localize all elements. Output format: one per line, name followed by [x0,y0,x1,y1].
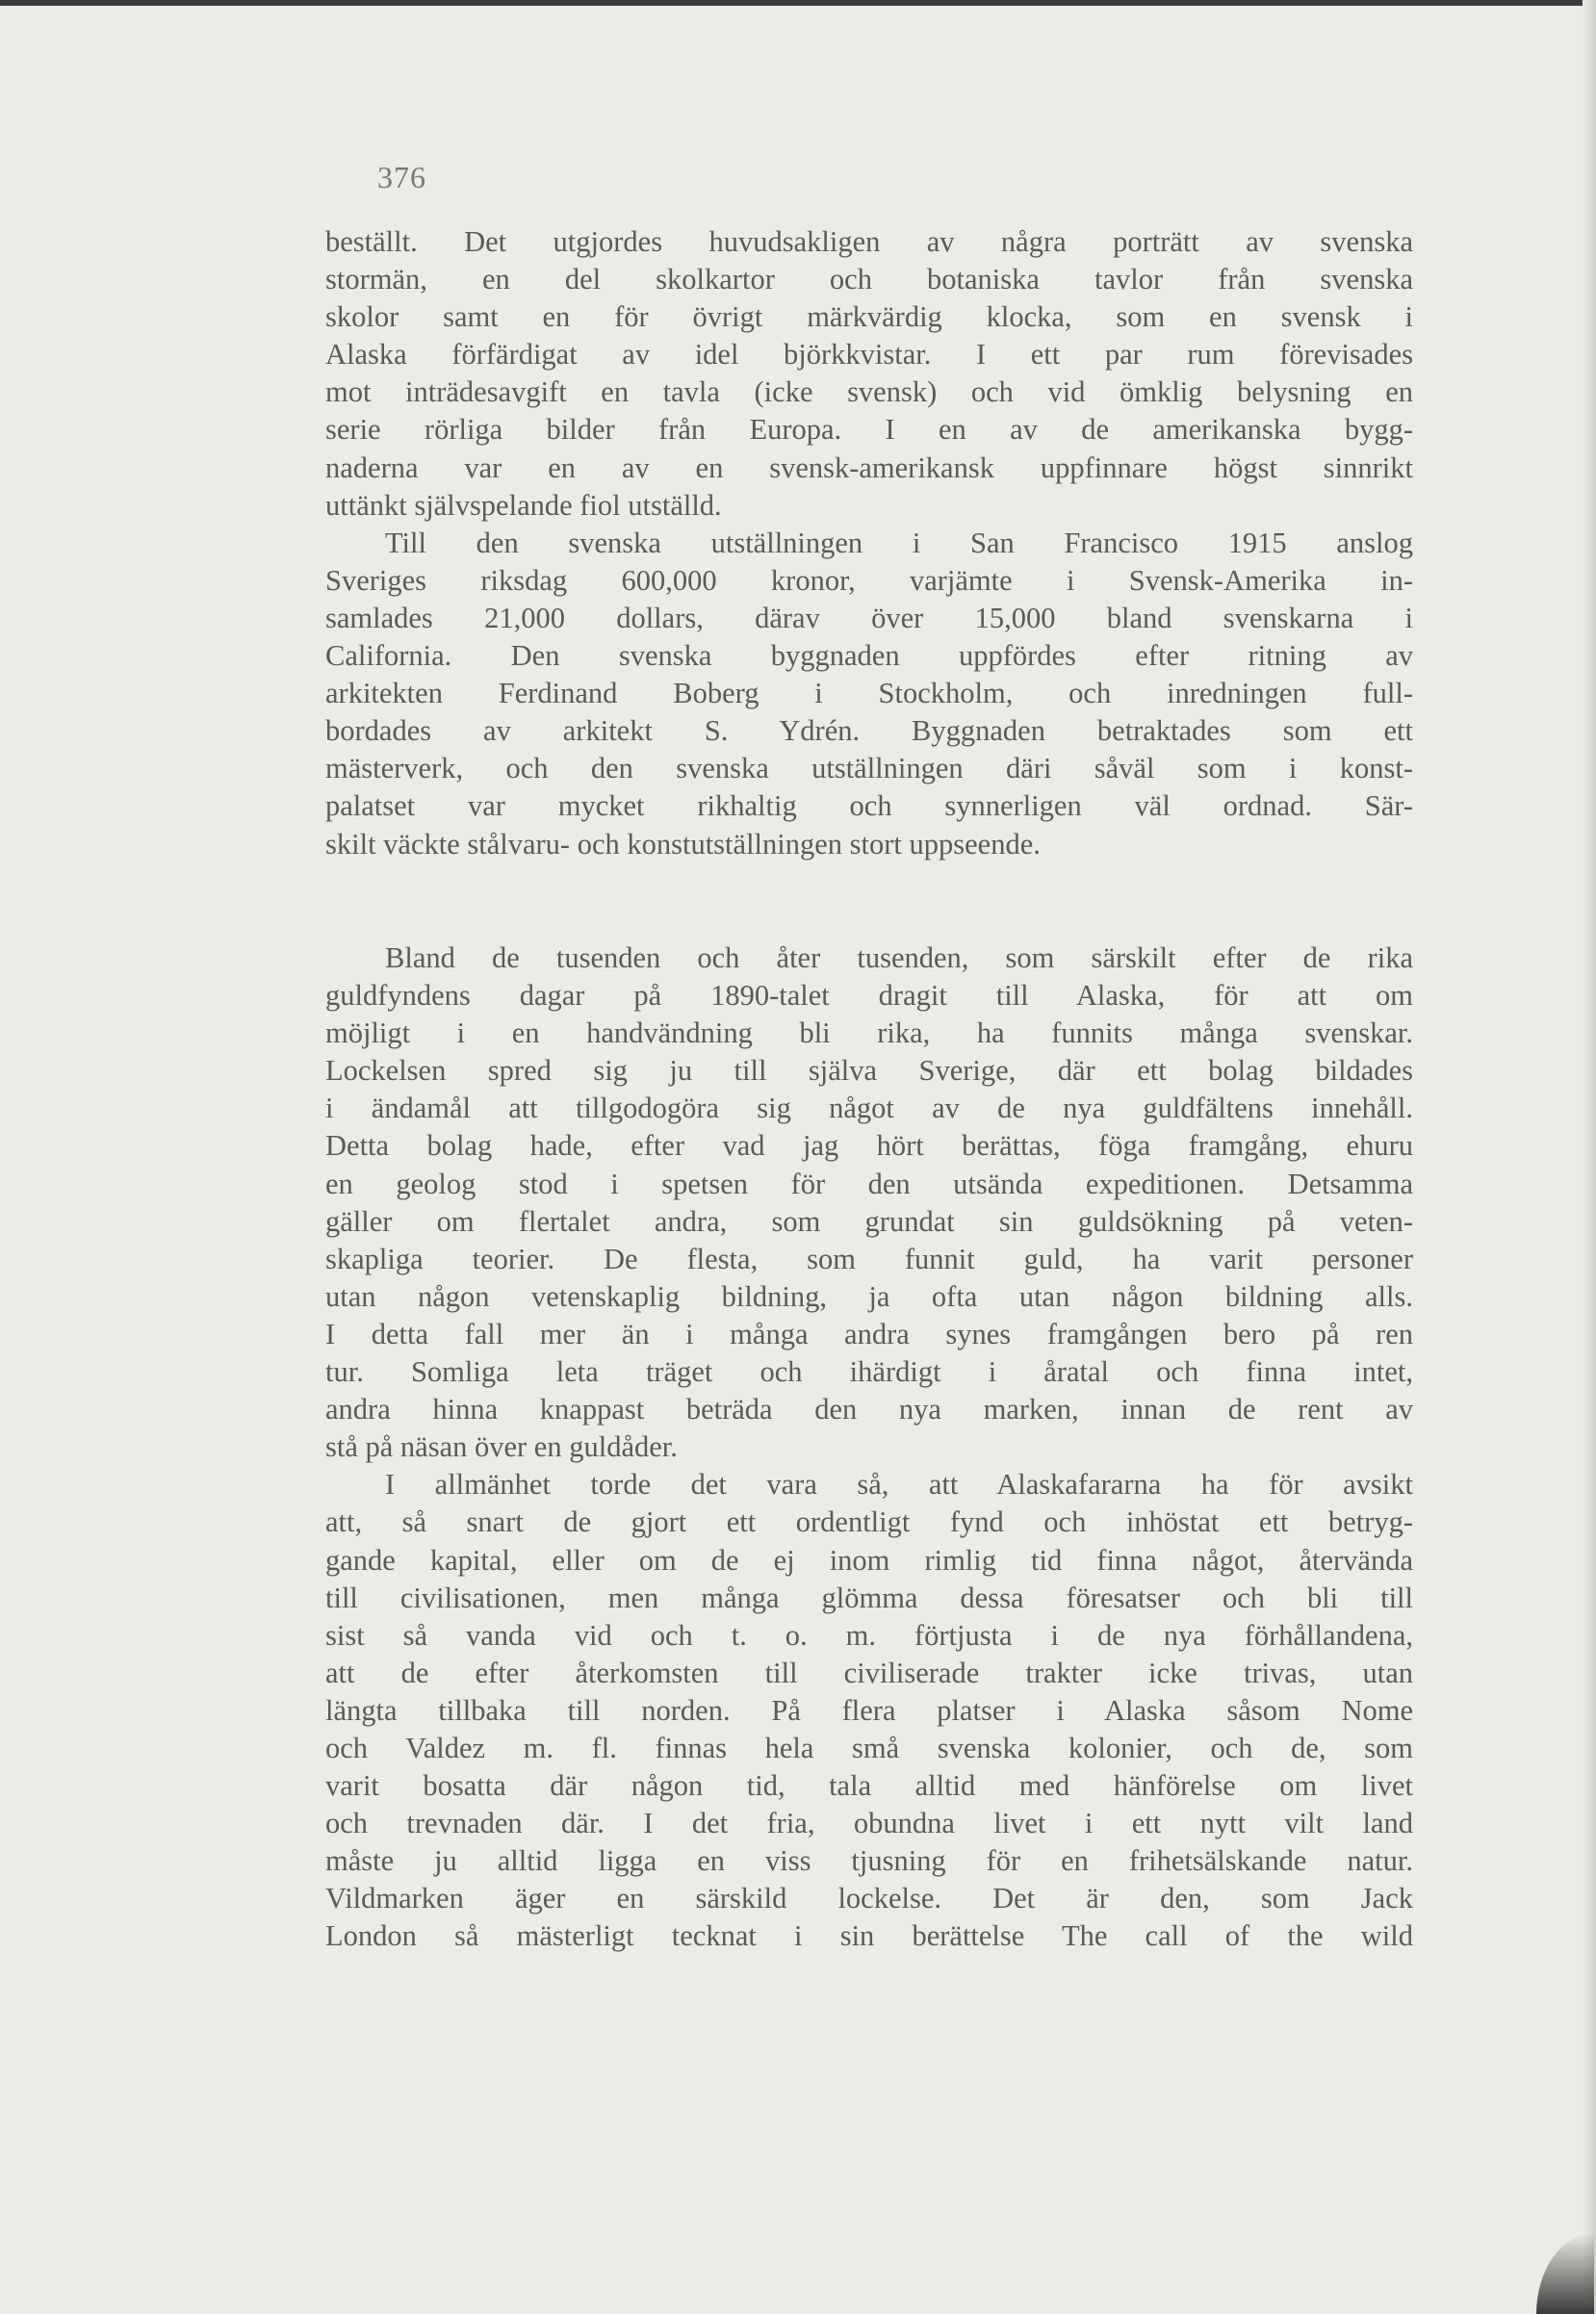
text-line: stormän, en del skolkartor och botaniska tavlor från svenska [325,263,1413,296]
text-line: utan någon vetenskaplig bildning, ja ofta utan någon bildning alls. [325,1279,1413,1313]
text-line: beställt. Det utgjordes huvudsakligen av några porträtt av svenska [325,225,1413,258]
text-line: I detta fall mer än i många andra synes framgången bero på ren [325,1317,1413,1350]
text-line: Detta bolag hade, efter vad jag hört berättas, föga framgång, ehuru [325,1129,1413,1163]
text-line: Vildmarken äger en särskild lockelse. Det är den, som Jack [325,1882,1413,1915]
text-line: serie rörliga bilder från Europa. I en av de amerikanska bygg- [325,413,1413,447]
text-line: California. Den svenska byggnaden uppfördes efter ritning av [325,639,1413,673]
text-line: att, så snart de gjort ett ordentligt fynd och inhöstat ett betryg- [325,1505,1413,1539]
text-line: mästerverk, och den svenska utställningen däri såväl som i konst- [325,752,1413,785]
text-line: möjligt i en handvändning bli rika, ha funnits många svenskar. [325,1016,1413,1050]
text-line: skilt väckte stålvaru- och konstutställningen stort uppseende. [325,827,1041,861]
text-line: mot inträdesavgift en tavla (icke svensk) och vid ömklig belysning en [325,375,1413,409]
text-line: och trevnaden där. I det fria, obundna livet i ett nytt vilt land [325,1807,1413,1840]
page-right-edge [1583,0,1596,2314]
text-line: en geolog stod i spetsen för den utsända expeditionen. Detsamma [325,1167,1413,1200]
text-line: sist så vanda vid och t. o. m. förtjusta i de nya förhållandena, [325,1618,1413,1652]
text-line: stå på näsan över en guldåder. [325,1430,678,1464]
text-line: bordades av arkitekt S. Ydrén. Byggnaden betraktades som ett [325,714,1413,748]
text-line: andra hinna knappast beträda den nya marken, innan de rent av [325,1393,1413,1427]
text-line: skapliga teorier. De flesta, som funnit guld, ha varit personer [325,1242,1413,1275]
text-line: Sveriges riksdag 600,000 kronor, varjämte i Svensk-Amerika in- [325,563,1413,597]
text-line: längta tillbaka till norden. På flera platser i Alaska såsom Nome [325,1693,1413,1727]
text-line: tur. Somliga leta träget och ihärdigt i åratal och finna intet, [325,1355,1413,1389]
text-line: och Valdez m. fl. finnas hela små svenska kolonier, och de, som [325,1731,1413,1764]
text-line: Bland de tusenden och åter tusenden, som särskilt efter de rika [385,941,1413,974]
text-line: Alaska förfärdigat av idel björkkvistar. I ett par rum förevisades [325,338,1413,372]
text-line: uttänkt självspelande fiol utställd. [325,488,722,522]
text-line: samlades 21,000 dollars, därav över 15,000 bland svenskarna i [325,601,1413,634]
text-section-1 [325,223,1413,863]
text-line: Till den svenska utställningen i San Francisco 1915 anslog [385,526,1413,559]
text-line: till civilisationen, men många glömma dessa föresatser och bli till [325,1581,1413,1614]
text-section-2 [325,939,1413,1956]
text-line: palatset var mycket rikhaltig och synnerligen väl ordnad. Sär- [325,789,1413,823]
text-line: måste ju alltid ligga en viss tjusning för en frihetsälskande natur. [325,1844,1413,1878]
text-line: arkitekten Ferdinand Boberg i Stockholm, och inredningen full- [325,677,1413,710]
text-line: varit bosatta där någon tid, tala alltid med hänförelse om livet [325,1769,1413,1803]
text-line: Lockelsen spred sig ju till själva Sverige, där ett bolag bildades [325,1054,1413,1088]
text-line: I allmänhet torde det vara så, att Alaskafararna ha för avsikt [385,1468,1413,1502]
text-line: guldfyndens dagar på 1890-talet dragit till Alaska, för att om [325,979,1413,1013]
text-line: naderna var en av en svensk-amerikansk uppfinnare högst sinnrikt [325,450,1413,484]
page-number: 376 [377,160,426,194]
text-line: gande kapital, eller om de ej inom rimlig tid finna något, återvända [325,1543,1413,1577]
text-line: skolor samt en för övrigt märkvärdig klocka, som en svensk i [325,300,1413,334]
page-corner-shadow [1536,2233,1594,2314]
text-line: att de efter återkomsten till civiliserade trakter icke trivas, utan [325,1656,1413,1689]
text-line: i ändamål att tillgodogöra sig något av de nya guldfältens innehåll. [325,1092,1413,1125]
text-line: London så mästerligt tecknat i sin berättelse The call of the wild [325,1919,1413,1953]
page-top-edge [0,0,1596,6]
text-line: gäller om flertalet andra, som grundat sin guldsökning på veten- [325,1204,1413,1238]
